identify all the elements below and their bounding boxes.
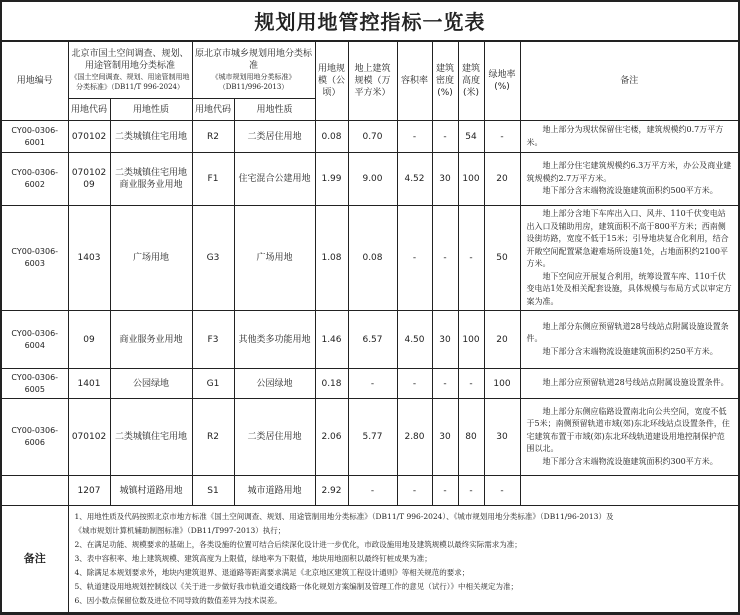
cell-density: 30 — [432, 399, 458, 476]
cell-id: CY00-0306-6006 — [2, 399, 68, 476]
cell-remarks — [520, 399, 738, 476]
header-code-old: 用地代码 — [192, 99, 234, 121]
cell-far: - — [397, 476, 432, 506]
header-green: 绿地率(%) — [484, 42, 520, 121]
cell-code-old: G3 — [192, 206, 234, 311]
cell-code-old: R2 — [192, 399, 234, 476]
cell-far: - — [397, 206, 432, 311]
cell-remarks — [520, 206, 738, 311]
cell-area: 1.99 — [315, 153, 348, 206]
cell-green: 50 — [484, 206, 520, 311]
cell-nature-new: 广场用地 — [110, 206, 192, 311]
cell-density: - — [432, 369, 458, 399]
cell-area: 1.46 — [315, 311, 348, 369]
cell-density: - — [432, 476, 458, 506]
cell-height: 54 — [458, 121, 484, 153]
footnote-item: 6、因小数点保留位数及进位不同导致的数值差异为技术误差。 — [74, 596, 282, 605]
cell-gfa: 0.08 — [348, 206, 397, 311]
cell-remarks — [520, 369, 738, 399]
footnote-item: 2、在满足功能、规模要求的基础上，各类设施的位置可结合后续深化设计进一步优化，市政设施用地及建筑规模以最终实际需求为准； — [74, 540, 522, 549]
remark-paragraph: 地上部分东侧应预留轨道28号线站点附属设施设置条件。 — [526, 321, 729, 344]
header-code-new: 用地代码 — [68, 99, 110, 121]
remark-paragraph: 地下部分含末端物流设施建筑面积约300平方米。 — [542, 456, 718, 466]
cell-nature-new: 城镇村道路用地 — [110, 476, 192, 506]
cell-area: 2.92 — [315, 476, 348, 506]
cell-code-new: 070102 — [68, 121, 110, 153]
cell-remarks — [520, 121, 738, 153]
table-row — [2, 369, 738, 399]
header-std-new — [68, 42, 192, 99]
cell-id — [2, 476, 68, 506]
cell-code-old: F1 — [192, 153, 234, 206]
header-height: 建筑高度(米) — [458, 42, 484, 121]
remark-paragraph: 地上部分为现状保留住宅楼，建筑规模约0.7万平方米。 — [526, 125, 724, 147]
cell-code-old: R2 — [192, 121, 234, 153]
cell-density: - — [432, 121, 458, 153]
footnote-label: 备注 — [2, 506, 68, 613]
header-plot-id: 用地编号 — [2, 42, 68, 121]
cell-code-old: G1 — [192, 369, 234, 399]
cell-nature-old: 广场用地 — [234, 206, 315, 311]
cell-gfa: 6.57 — [348, 311, 397, 369]
header-far: 容积率 — [397, 42, 432, 121]
header-land-area: 用地规模（公顷） — [315, 42, 348, 121]
table-row — [2, 476, 738, 506]
cell-area: 1.08 — [315, 206, 348, 311]
cell-far: 4.52 — [397, 153, 432, 206]
remark-paragraph: 地下部分含末端物流设施建筑面积约500平方米。 — [542, 186, 718, 196]
cell-far: 2.80 — [397, 399, 432, 476]
cell-id: CY00-0306-6004 — [2, 311, 68, 369]
remark-paragraph: 地上部分住宅建筑规模约6.3万平方米，办公及商业建筑规模约2.7万平方米。 — [526, 161, 732, 183]
cell-code-old: F3 — [192, 311, 234, 369]
cell-height: - — [458, 206, 484, 311]
std-new-sub: 《国土空间调查、规划、用途管制用地分类标准》（DB11/T 996-2024） — [70, 73, 190, 91]
cell-nature-old: 二类居住用地 — [234, 399, 315, 476]
cell-code-new: 070102 — [68, 399, 110, 476]
cell-green: 100 — [484, 369, 520, 399]
cell-gfa: - — [348, 369, 397, 399]
cell-gfa: 5.77 — [348, 399, 397, 476]
std-old-sub: 《城市规划用地分类标准》（DB11/996-2013） — [211, 73, 296, 91]
header-nature-new: 用地性质 — [110, 99, 192, 121]
cell-area: 0.08 — [315, 121, 348, 153]
cell-nature-old: 城市道路用地 — [234, 476, 315, 506]
cell-density: 30 — [432, 311, 458, 369]
std-new-title: 北京市国土空间调查、规划、用途管制用地分类标准 — [71, 49, 189, 71]
cell-area: 2.06 — [315, 399, 348, 476]
cell-id: CY00-0306-6003 — [2, 206, 68, 311]
cell-code-new: 070102 09 — [68, 153, 110, 206]
header-std-old — [192, 42, 315, 99]
cell-gfa: 9.00 — [348, 153, 397, 206]
cell-green: 30 — [484, 399, 520, 476]
remark-paragraph: 地下部分含末端物流设施建筑面积约250平方米。 — [542, 346, 718, 356]
cell-green: 20 — [484, 153, 520, 206]
cell-height: 100 — [458, 311, 484, 369]
footnote-item: 5、轨道建设用地规划控制线以《关于进一步做好我市轨道交通线路一体化规划方案编制及管理工作的意见（试行）》中相关规定为准； — [74, 582, 519, 591]
cell-height: 100 — [458, 153, 484, 206]
cell-nature-new: 公园绿地 — [110, 369, 192, 399]
footnote-item: 3、表中容积率、地上建筑规模、建筑高度为上限值，绿地率为下限值，地块用地面积以最终钉桩成果为准； — [74, 554, 432, 563]
table-row — [2, 153, 738, 206]
cell-id: CY00-0306-6001 — [2, 121, 68, 153]
remark-paragraph: 地下空间应开展复合利用，统筹设置车库、110千伏变电站1处及相关配套设施，具体规模与布局方式以审定方案为准。 — [526, 271, 732, 306]
footnote-item: 1、用地性质及代码按照北京市地方标准《国土空间调查、规划、用途管制用地分类标准》（DB11/T 996-2024）、《城市规划用地分类标准》（DB11/96-2013）及 — [74, 512, 614, 521]
cell-nature-new: 二类城镇住宅用地 — [110, 399, 192, 476]
cell-nature-new: 商业服务业用地 — [110, 311, 192, 369]
table-row — [2, 311, 738, 369]
cell-remarks — [520, 311, 738, 369]
table-row — [2, 206, 738, 311]
cell-area: 0.18 — [315, 369, 348, 399]
header-gfa: 地上建筑规模（万平方米） — [348, 42, 397, 121]
cell-far: - — [397, 121, 432, 153]
cell-far: 4.50 — [397, 311, 432, 369]
cell-height: - — [458, 369, 484, 399]
cell-nature-old: 二类居住用地 — [234, 121, 315, 153]
remark-paragraph: 地上部分东侧应临路设置南北向公共空间，宽度不低于5米；南侧预留轨道市域(郊)东北环线站点设置条件，住宅建筑布置于市域(郊)东北环线轨道建设用地控制保护范围以北。 — [526, 406, 730, 454]
header-nature-old: 用地性质 — [234, 99, 315, 121]
table-row — [2, 399, 738, 476]
cell-nature-old: 住宅混合公建用地 — [234, 153, 315, 206]
std-old-title: 原北京市城乡规划用地分类标准 — [194, 49, 312, 71]
cell-gfa: 0.70 — [348, 121, 397, 153]
cell-density: - — [432, 206, 458, 311]
cell-nature-new: 二类城镇住宅用地 商业服务业用地 — [110, 153, 192, 206]
cell-id: CY00-0306-6002 — [2, 153, 68, 206]
cell-code-old: S1 — [192, 476, 234, 506]
footnote-item: 《城市规划计算机辅助制图标准》（DB11/T997-2013）执行； — [74, 526, 286, 535]
cell-remarks — [520, 153, 738, 206]
cell-green: - — [484, 121, 520, 153]
cell-green: - — [484, 476, 520, 506]
cell-code-new: 1401 — [68, 369, 110, 399]
cell-code-new: 1207 — [68, 476, 110, 506]
cell-remarks — [520, 476, 738, 506]
remark-paragraph: 地上部分含地下车库出入口、风井、110千伏变电站出入口及辅助用房，建筑面积不高于800平方米；西南侧设街坊路，宽度不低于15米；引导地块复合化利用，结合开敞空间配置紧急避难场所设施1处，占地面积约2100平方米。 — [526, 209, 729, 268]
cell-height: 80 — [458, 399, 484, 476]
footnote-item: 4、除满足本规划要求外，地块内建筑退界、退道路等距离要求满足《北京地区建筑工程设计通则》等相关规范的要求； — [74, 568, 470, 577]
cell-id: CY00-0306-6005 — [2, 369, 68, 399]
cell-nature-new: 二类城镇住宅用地 — [110, 121, 192, 153]
cell-nature-old: 公园绿地 — [234, 369, 315, 399]
cell-green: 20 — [484, 311, 520, 369]
remark-paragraph: 地上部分应预留轨道28号线站点附属设施设置条件。 — [542, 378, 729, 388]
page-title: 规划用地管控指标一览表 — [2, 2, 738, 41]
cell-height: - — [458, 476, 484, 506]
table-row — [2, 121, 738, 153]
header-remarks: 备注 — [520, 42, 738, 121]
footnote-list — [68, 506, 738, 613]
indicator-table — [2, 41, 738, 613]
header-density: 建筑密度(%) — [432, 42, 458, 121]
cell-code-new: 09 — [68, 311, 110, 369]
cell-nature-old: 其他类多功能用地 — [234, 311, 315, 369]
cell-far: - — [397, 369, 432, 399]
cell-code-new: 1403 — [68, 206, 110, 311]
cell-density: 30 — [432, 153, 458, 206]
cell-gfa: - — [348, 476, 397, 506]
